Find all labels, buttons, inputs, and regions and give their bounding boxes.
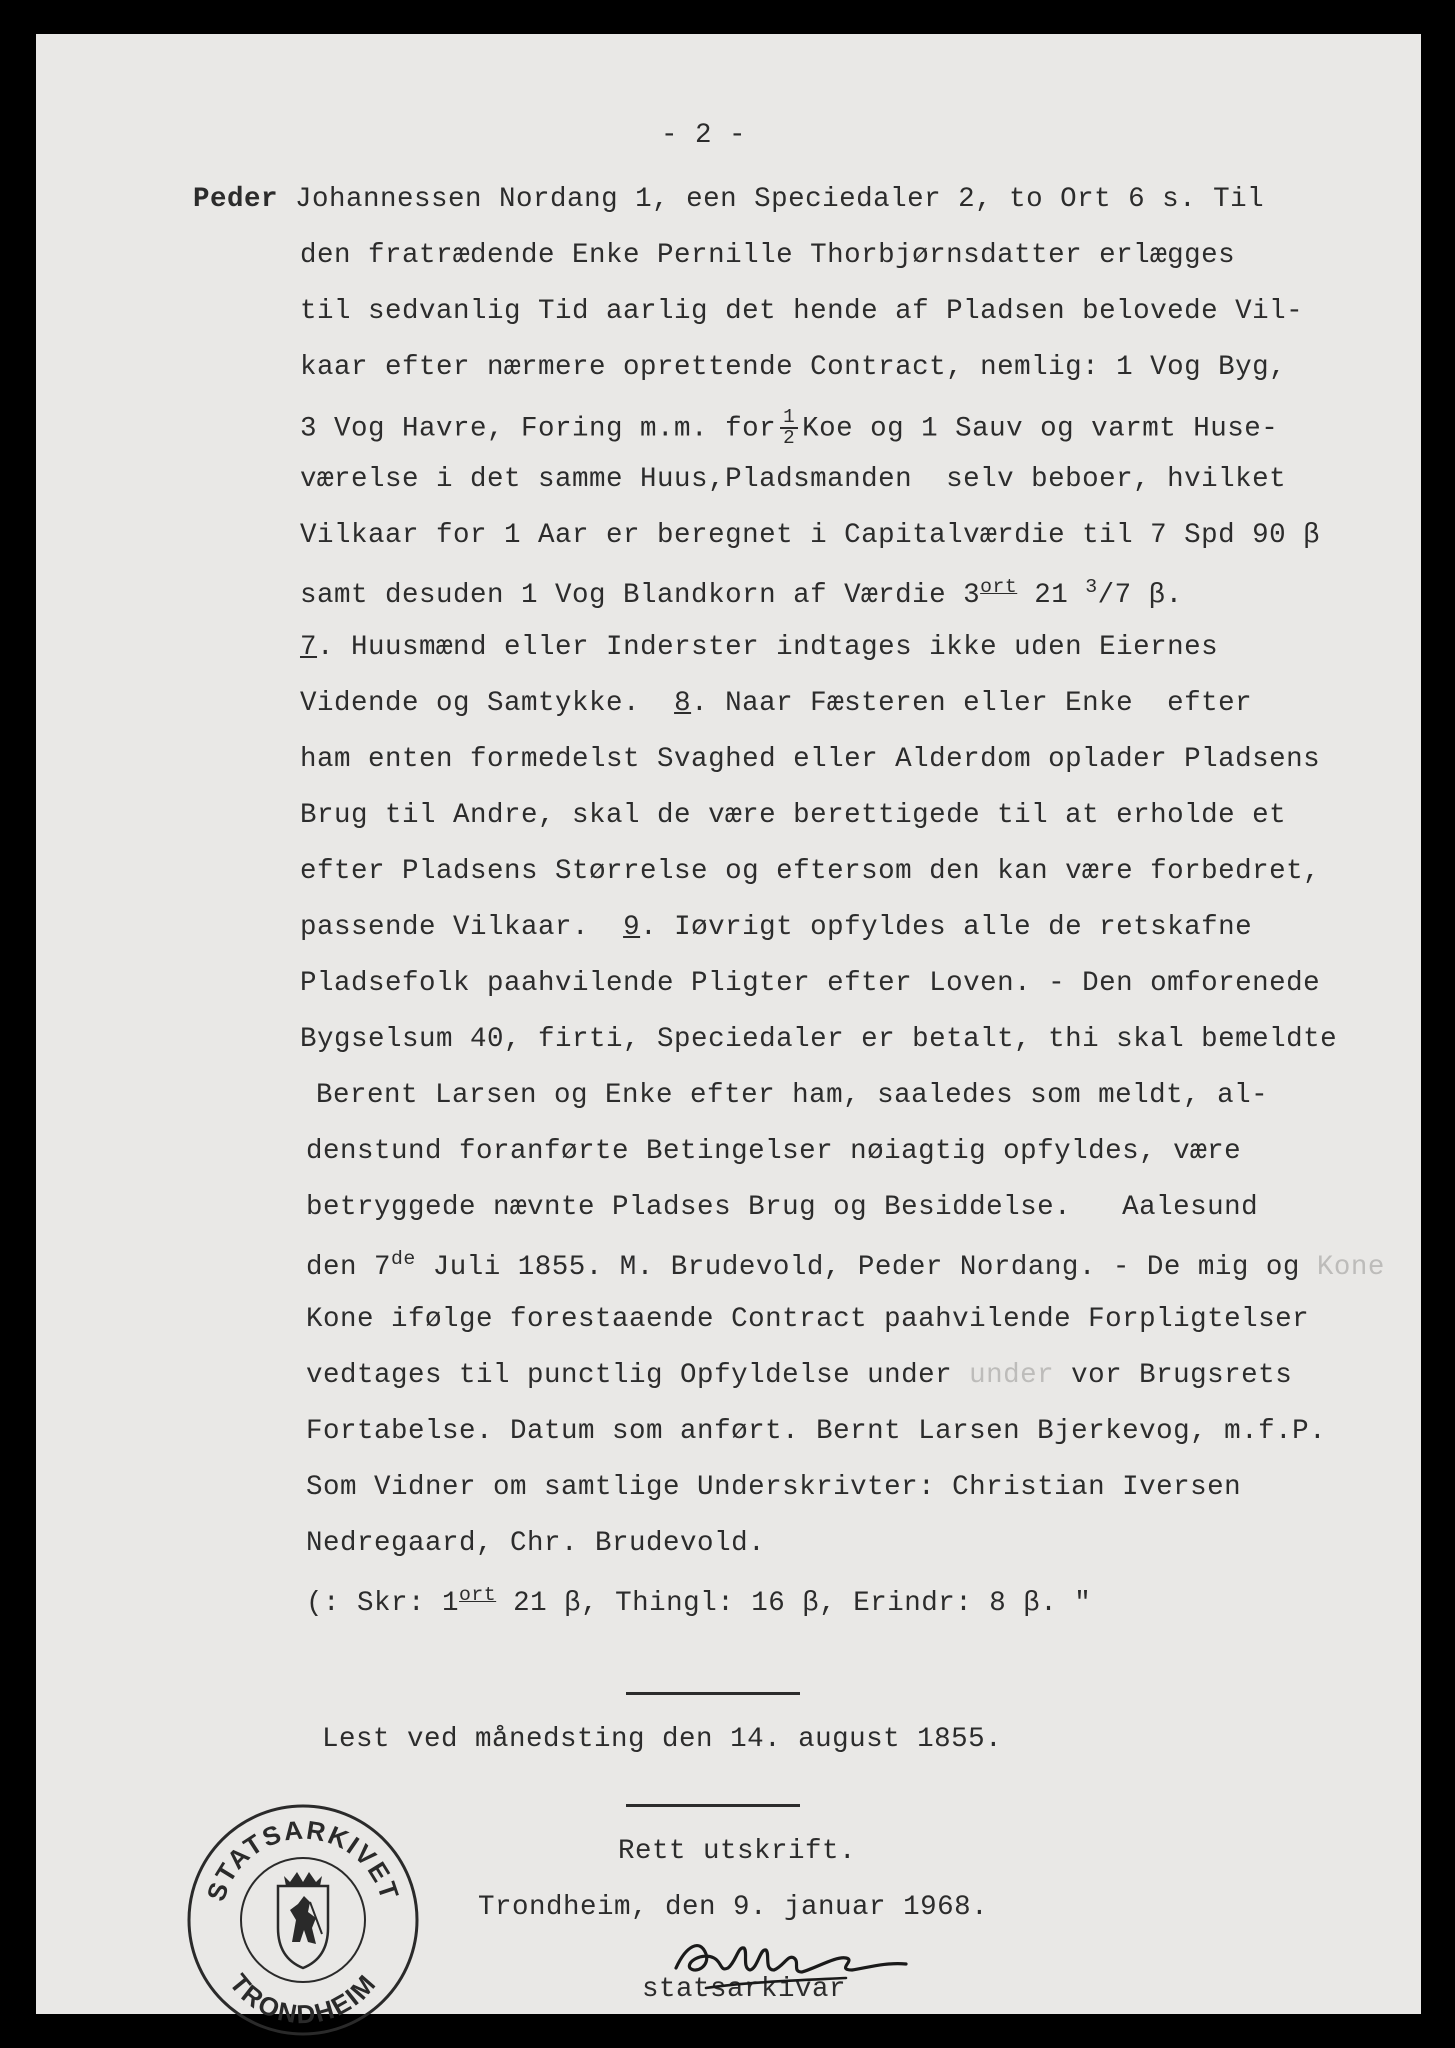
text-line: Brug til Andre, skal de være berettigede til at erholde et: [300, 800, 1287, 831]
text-line: Kone ifølge forestaaende Contract paahvilende Forpligtelser: [306, 1304, 1310, 1335]
text-line: passende Vilkaar. 9. Iøvrigt opfyldes alle de retskafne: [300, 912, 1253, 943]
text-line: betryggede nævnte Pladses Brug og Besiddelse. Aalesund: [306, 1192, 1259, 1223]
text-line: 7. Huusmænd eller Inderster indtages ikke uden Eiernes: [300, 632, 1219, 663]
text-line: denstund foranførte Betingelser nøiagtig opfyldes, være: [306, 1136, 1242, 1167]
divider: [626, 1804, 800, 1807]
text-line: (: Skr: $1^{ort}$ 21 β, Thingl: 16 β, Erindr: 8 β. ": [306, 1584, 1092, 1620]
svg-text:TRONDHEIM: TRONDHEIM: [223, 1967, 383, 2030]
svg-text:STATSARKIVET: STATSARKIVET: [200, 1814, 406, 1905]
text-line: samt desuden 1 Vog Blandkorn af Værdie $3^{ort}$ 21 $^3$/7 β.: [300, 576, 1183, 612]
text-line: vedtages til punctlig Opfyldelse under under vor Brugsrets: [306, 1360, 1293, 1391]
text-line: Peder Johannessen Nordang 1, een Speciedaler 2, to Ort 6 s. Til: [193, 184, 1265, 215]
reading-note: Lest ved månedsting den 14. august 1855.: [322, 1724, 1003, 1755]
text-line: efter Pladsens Størrelse og eftersom den kan være forbedret,: [300, 856, 1321, 887]
text-line: værelse i det samme Huus,Pladsmanden selv beboer, hvilket: [300, 464, 1287, 495]
text-line: 3 Vog Havre, Foring m.m. for $\frac{1}{2}$ Koe og 1 Sauv og varmt Huse-: [300, 406, 1279, 450]
text-line: til sedvanlig Tid aarlig det hende af Pladsen belovede Vil-: [300, 296, 1304, 327]
text-line: Som Vidner om samtlige Underskrivter: Christian Iversen: [306, 1472, 1242, 1503]
divider: [626, 1692, 800, 1695]
fraction: $\frac{1}{2}$: [780, 408, 798, 449]
text-line: den fratrædende Enke Pernille Thorbjørnsdatter erlægges: [300, 240, 1236, 271]
document-sheet: [36, 34, 1421, 2030]
handwritten-signature: [666, 1928, 926, 1998]
text-line: den 7de Juli 1855. M. Brudevold, Peder Nordang. - De mig og Kone: [306, 1248, 1385, 1284]
text-line: kaar efter nærmere oprettende Contract, nemlig: 1 Vog Byg,: [300, 352, 1287, 383]
text-line: Vidende og Samtykke. 8. Naar Fæsteren eller Enke efter: [300, 688, 1253, 719]
certification-line: Rett utskrift.: [618, 1836, 857, 1867]
coat-of-arms-icon: [278, 1872, 328, 1968]
place-date-line: Trondheim, den 9. januar 1968.: [478, 1892, 989, 1923]
text-line: Pladsefolk paahvilende Pligter efter Loven. - Den omforenede: [300, 968, 1321, 999]
signer-title: statsarkivar: [642, 1974, 847, 2005]
page-number: - 2 -: [661, 120, 747, 151]
text-line: Bygselsum 40, firti, Speciedaler er betalt, thi skal bemeldte: [300, 1024, 1338, 1055]
text-line: Berent Larsen og Enke efter ham, saaledes som meldt, al-: [316, 1080, 1269, 1111]
text-line: Fortabelse. Datum som anført. Bernt Larsen Bjerkevog, m.f.P.: [306, 1416, 1327, 1447]
archive-stamp: [184, 1802, 422, 2038]
text-line: Vilkaar for 1 Aar er beregnet i Capitalværdie til 7 Spd 90 β: [300, 520, 1321, 551]
text-line: Nedregaard, Chr. Brudevold.: [306, 1528, 766, 1559]
text-line: ham enten formedelst Svaghed eller Alderdom oplader Pladsens: [300, 744, 1321, 775]
